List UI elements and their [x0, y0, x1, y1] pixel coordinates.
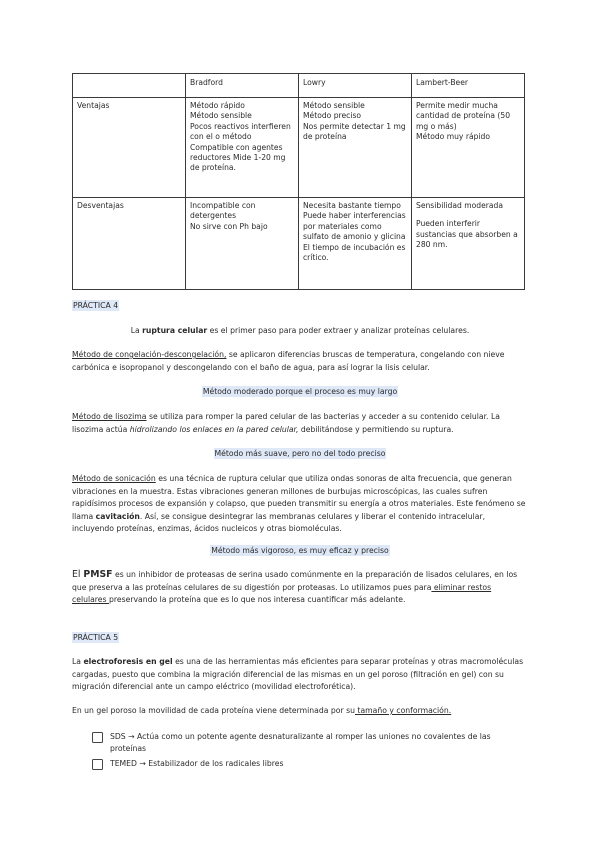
header-cell: Lambert-Beer	[412, 74, 525, 98]
section-heading-p4: PRÁCTICA 4	[73, 301, 119, 310]
table-header-row	[73, 74, 525, 98]
table-row	[73, 98, 525, 198]
table-cell: Sensibilidad moderada Pueden interferir sustancias que absorben a 280 nm.	[412, 198, 525, 290]
comparison-table	[72, 73, 525, 290]
row-label: Ventajas	[73, 98, 186, 198]
note-sonication: Método más vigoroso, es muy eficaz y preciso	[211, 546, 389, 555]
paragraph-mobility: En un gel poroso la movilidad de cada proteína viene determinada por su tamaño y conformación.	[72, 706, 452, 715]
checklist-label: TEMED → Estabilizador de los radicales libres	[110, 759, 284, 768]
table-cell: Permite medir mucha cantidad de proteína (50 mg o más) Método muy rápido	[412, 98, 525, 198]
table-cell: Método sensible Método preciso Nos permite detectar 1 mg de proteína	[299, 98, 412, 198]
header-cell: Lowry	[299, 74, 412, 98]
header-cell: Bradford	[186, 74, 299, 98]
header-cell	[73, 74, 186, 98]
checklist-item-temed	[92, 758, 522, 770]
table-cell: Necesita bastante tiempo Puede haber interferencias por materiales como sulfato de amonio y glicina El tiempo de incubación es crítico.	[299, 198, 412, 290]
section-heading-p5: PRÁCTICA 5	[73, 633, 119, 642]
note-freeze-thaw: Método moderado porque el proceso es muy largo	[202, 387, 398, 396]
checklist-label: SDS → Actúa como un potente agente desnaturalizante al romper las uniones no covalentes de las proteínas	[110, 732, 491, 754]
table-cell: Método rápido Método sensible Pocos reactivos interfieren con el o método Compatible con agentes reductores Mide 1-20 mg de proteína.	[186, 98, 299, 198]
paragraph-lysozyme: Método de lisozima se utiliza para romper la pared celular de las bacterias y acceder a su contenido celular. La lisozima actúa hidrolizando los enlaces en la pared celular, debilitándose y permitiendo su ruptura.	[72, 412, 500, 434]
paragraph-sonication: Método de sonicación es una técnica de ruptura celular que utiliza ondas sonoras de alta frecuencia, que generan vibraciones en la muestra. Estas vibraciones generan millones de burbujas microscópicas, las cuales sufren rapidísimos procesos de expansión y colapso, que pueden transmitir su energía a otros materiales. Este fenómeno se llama cavitación. Así, se consigue desintegrar las membranas celulares y liberar el contenido intracelular, incluyendo proteínas, enzimas, ácidos nucleicos y otras biomoléculas.	[72, 474, 526, 534]
paragraph-intro-p4: La ruptura celular es el primer paso para poder extraer y analizar proteínas celulares.	[130, 326, 470, 335]
paragraph-freeze-thaw: Método de congelación-descongelación, se aplicaron diferencias bruscas de temperatura, congelando con nieve carbónica e isopropanol y descongelando con el baño de agua, para así lograr la lisis celular.	[72, 350, 505, 372]
paragraph-pmsf: El PMSF es un inhibidor de proteasas de serina usado comúnmente en la preparación de lisados celulares, en los que preserva a las proteínas celulares de su digestión por proteasas. Lo utilizamos pues para eliminar restos celulares preservando la proteína que es lo que nos interesa cuantificar más adelante.	[72, 569, 518, 605]
paragraph-electrophoresis: La electroforesis en gel es una de las herramientas más eficientes para separar proteínas y otras macromoléculas cargadas, puesto que combina la migración diferencial de las mismas en un gel poroso (filtración en gel) con su migración diferencial ante un campo eléctrico (movilidad electroforética).	[72, 657, 524, 692]
table-cell: Incompatible con detergentes No sirve con Ph bajo	[186, 198, 299, 290]
checkbox[interactable]	[92, 759, 103, 770]
checkbox[interactable]	[92, 732, 103, 743]
row-label: Desventajas	[73, 198, 186, 290]
note-lysozyme: Método más suave, pero no del todo preciso	[214, 449, 386, 458]
table-row	[73, 198, 525, 290]
checklist-item-sds	[92, 731, 522, 755]
